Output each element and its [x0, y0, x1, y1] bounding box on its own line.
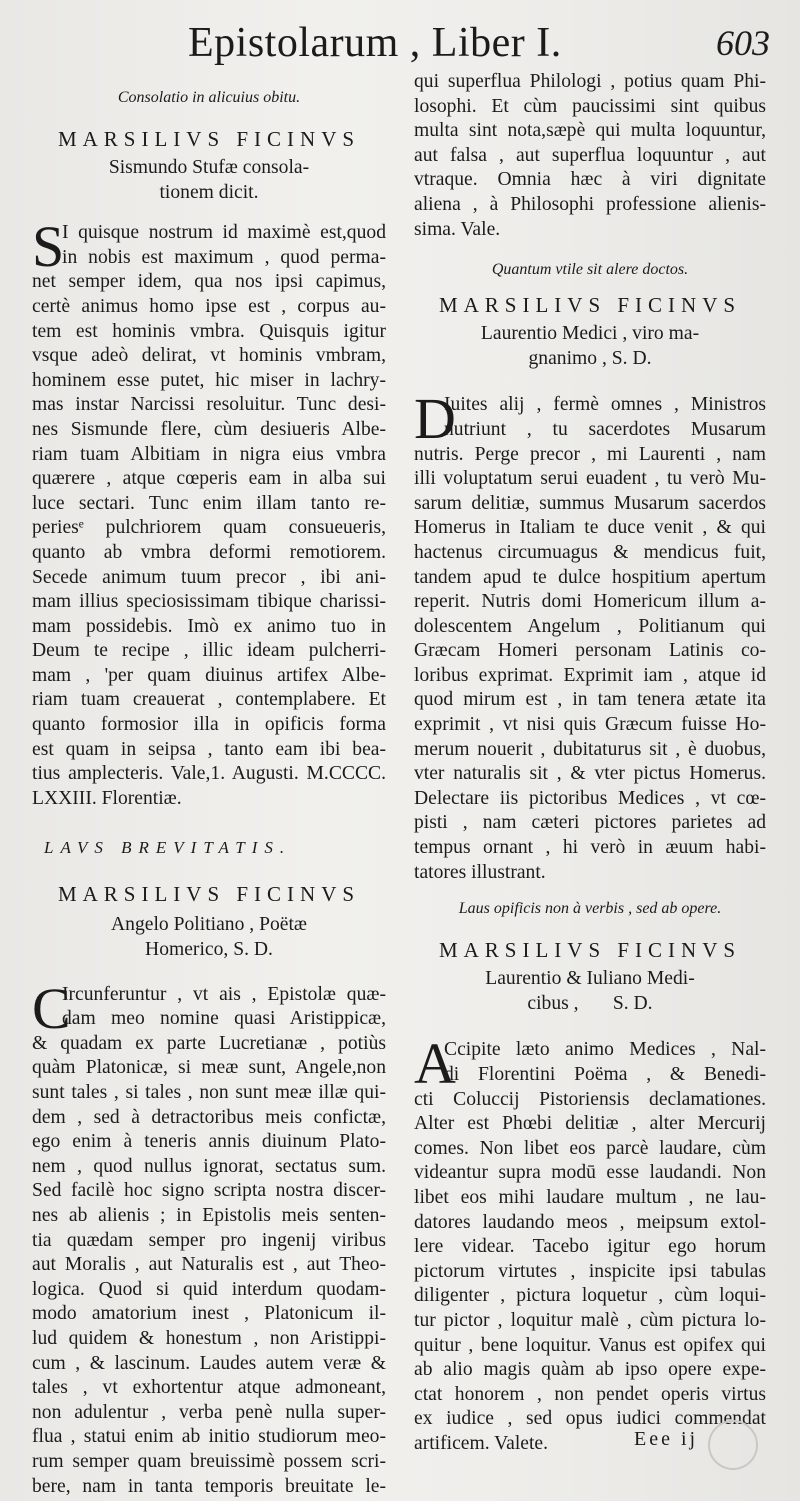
drop-cap: S — [32, 214, 65, 280]
text-line: nutris. Perge precor , mi Laurenti , nam — [414, 443, 766, 465]
text-line: cti Coluccij Pistoriensis declamationes. — [414, 1088, 766, 1110]
letter-salutation: Angelo Politiano , Poëtæ — [111, 914, 307, 936]
text-line: artificem. Valete. — [414, 1432, 549, 1454]
right-column — [414, 70, 766, 1457]
text-line: quærere , atque cœperis eam in alba sui — [32, 468, 386, 490]
text-line: Secede animum tuum precor , ibi ani- — [32, 566, 386, 588]
text-line: pictorum virtutes , inspicite ipsi tabulas — [414, 1260, 766, 1282]
text-line: & quadam ex parte Lucretianæ , potiùs — [32, 1032, 386, 1054]
letter-author: MARSILIVS FICINVS — [57, 127, 361, 151]
text-line: Iuites alij , fermè omnes , Ministros — [444, 394, 766, 416]
text-line: diligenter , pictura loquetur , cùm loqui- — [414, 1285, 766, 1307]
text-line: videantur supra modū esse laudandi. Non — [414, 1162, 766, 1184]
text-line: bere, nam in tanta temporis breuitate le- — [32, 1475, 386, 1497]
text-line: loribus exprimat. Exprimit iam , atque id — [414, 664, 766, 686]
letter-continuation — [414, 70, 766, 242]
text-line: tem est hominis vmbra. Quisquis igitur — [32, 320, 386, 342]
text-line: aut falsa , aut superflua loquuntur , aut — [414, 144, 766, 166]
text-line: sunt tales , si tales , non sunt meæ illæ qui- — [32, 1082, 386, 1103]
text-line: quod mirum est , in tam tenera ætate ita — [414, 689, 766, 711]
text-line: Delectare iis pictoribus Medices , vt cœ- — [414, 787, 766, 809]
signature-mark: Eee ij — [634, 1428, 699, 1450]
text-line: Homerus in Italiam te duce venit , & qui — [414, 517, 766, 539]
text-line: quàm Platonicæ, si meæ sunt, Angele,non — [32, 1057, 386, 1079]
text-line: mas instar Narcissi resoluitur. Tunc desi- — [32, 394, 386, 416]
text-line: logica. Quod si quid interdum quodam- — [32, 1278, 386, 1300]
letter-salutation: Laurentio Medici , viro ma- — [480, 323, 700, 345]
text-line: tales , vt exhortentur atque admoneant, — [32, 1377, 386, 1399]
text-line: Ircunferuntur , vt ais , Epistolæ quæ- — [62, 983, 386, 1005]
drop-cap: C — [32, 975, 71, 1041]
letter-salutation: Homerico, S. D. — [145, 939, 273, 961]
text-line: quanto ab vmbra deformi remotiorem. — [32, 541, 386, 563]
text-line: flua , statui enim ab initio studiorum meo- — [32, 1426, 386, 1448]
drop-cap: D — [414, 386, 456, 452]
text-line: qui superflua Philologi , potius quam Phi- — [414, 71, 766, 92]
text-line: ctat honorem , non pendet operis virtus — [414, 1383, 766, 1405]
text-line: tatores illustrant. — [414, 861, 546, 883]
text-line: tempus ornant , hi verò in æuum habi- — [414, 837, 766, 859]
text-line: mam , 'per quam diuinus artifex Albe- — [32, 664, 386, 686]
text-line: Ccipite læto animo Medices , Nal- — [444, 1039, 766, 1061]
letter-body — [32, 214, 386, 811]
text-line: tandem apud te dulce hospitium apertum — [414, 566, 766, 588]
text-line: non adulentur , verba penè nulla super- — [32, 1401, 386, 1423]
text-line: mam possidebis. Imò ex animo tuo in — [32, 615, 386, 637]
text-line: certè animus homo ipse est , corpus au- — [32, 295, 386, 317]
text-line: luce sectari. Tunc enim illam tanto re- — [32, 492, 386, 514]
text-line: nes ab alienis ; in Epistolis meis senten- — [32, 1204, 386, 1226]
text-line: nutriunt , tu sacerdotes Musarum — [444, 418, 766, 440]
letter-caption: Laus opificis non à verbis , sed ab opere. — [458, 900, 722, 918]
left-column — [32, 88, 386, 1499]
running-title: Epistolarum , Liber I. — [188, 20, 562, 66]
letter-salutation: gnanimo , S. D. — [528, 347, 652, 369]
text-line: quitur , bene loquitur. Vanus est opifex qui — [414, 1334, 766, 1356]
text-line: nem , quod nullus ignorat, sectatus sum. — [32, 1155, 386, 1177]
text-line: vtraque. Omnia hæc à viri dignitate — [414, 169, 766, 191]
text-line: Græcam Homeri personam Latinis co- — [414, 640, 766, 662]
text-line: tur pictor , loquitur malè , cùm pictura lo- — [414, 1309, 766, 1331]
text-line: ab alio magis quàm ab ipso opere expe- — [414, 1359, 766, 1381]
text-line: vsque adeò delirat, vt hominis vmbram, — [32, 345, 386, 367]
drop-cap: A — [414, 1031, 456, 1097]
text-line: multa sint nota,sæpè qui multa loquuntur, — [414, 120, 766, 142]
library-stamp-mark — [708, 1420, 758, 1470]
text-line: in nobis est maximum , quod perma- — [62, 246, 386, 268]
text-line: tia quædam semper pro ingenij viribus — [32, 1229, 386, 1251]
text-line: lud quidem & honestum , non Aristippi- — [32, 1327, 386, 1349]
text-line: lere videar. Tacebo igitur ego horum — [414, 1236, 766, 1258]
text-line: illi voluptatum serui euadent , tu verò Mu- — [414, 468, 766, 490]
text-line: nes Sismunde flere, cùm desiueris Albe- — [32, 418, 386, 440]
text-line: Deum te recipe , illic ideam pulcherri- — [32, 640, 386, 662]
text-line: vter naturalis sit , & vter pictus Homerus. — [414, 763, 766, 785]
page-number: 603 — [716, 23, 770, 63]
text-line: exprimit , vt nisi quis Græcum fuisse Ho- — [414, 714, 766, 736]
text-line: mam illius speciosissimam tibique charissi- — [32, 591, 386, 613]
text-line: reperit. Nutris domi Homericum illum a- — [414, 591, 766, 613]
text-line: sarum delitiæ, summus Musarum sacerdos — [414, 492, 766, 514]
letter-body — [414, 386, 766, 885]
letter-salutation: cibus , S. D. — [527, 992, 653, 1014]
text-line: aut Moralis , aut Naturalis est , aut Theo- — [32, 1254, 386, 1276]
text-line: est quam in seipsa , tanto eam ibi bea- — [32, 738, 386, 760]
text-line: LXXIII. Florentiæ. — [32, 787, 182, 809]
text-line: riam tuam Albitiam in nigra eius vmbra — [32, 443, 386, 465]
text-line: cum , & lascinum. Laudes autem veræ & — [32, 1352, 386, 1374]
text-line: datores laudando meos , meipsum extol- — [414, 1211, 766, 1233]
letter-body — [32, 975, 386, 1499]
text-line: pisti , nam cæteri pictores parietes ad — [414, 812, 766, 834]
letter-author: MARSILIVS FICINVS — [438, 293, 742, 318]
text-line: dem , sed à detractoribus meis confictæ, — [32, 1106, 386, 1128]
text-line: aliena , à Philosophi professione alienis- — [414, 193, 766, 215]
text-line: tius amplecteris. Vale,1. Augusti. M.CCCC. — [32, 763, 386, 785]
letter-author: MARSILIVS FICINVS — [57, 882, 361, 907]
text-line: modo amatorium inest , Platonicum il- — [32, 1303, 386, 1325]
letter-salutation: tionem dicit. — [159, 181, 259, 203]
text-line: Sed facilè hoc signo scripta nostra discer- — [32, 1180, 386, 1202]
text-line: dolescentem Angelum , Politianum qui — [414, 615, 766, 637]
text-line: comes. Non libet eos parcè laudare, cùm — [414, 1137, 766, 1159]
text-line: rum semper quam breuissimè possem scri- — [32, 1450, 386, 1472]
text-line: hominem esse putet, hic miser in lachry- — [32, 369, 386, 391]
text-line: net semper idem, qua nos ipsi capimus, — [32, 271, 386, 293]
text-line: ego enim à teneris annis diuinum Plato- — [32, 1131, 386, 1153]
text-line: periesᵉ pulchriorem quam consueueris, — [32, 517, 386, 539]
text-line: losophi. Et cùm paucissimi sint quibus — [414, 95, 766, 117]
text-line: Alter est Phœbi delitiæ , alter Mercurij — [414, 1113, 766, 1135]
text-line: libet eos mihi laudare multum , ne lau- — [414, 1186, 766, 1208]
letter-author: MARSILIVS FICINVS — [438, 938, 742, 963]
text-line: dam meo nomine quasi Aristippicæ, — [62, 1008, 386, 1030]
text-line: ex iudice , sed opus iudici commendat — [414, 1408, 766, 1430]
letter-caption: Consolatio in alicuius obitu. — [117, 89, 301, 106]
text-line: merum nouerit , dubitaturus sit , è duobus, — [414, 738, 766, 760]
text-line: riam tuam creauerat , contemplabere. Et — [32, 689, 386, 711]
letter-salutation: Laurentio & Iuliano Medi- — [485, 968, 695, 990]
letter-caption: Quantum vtile sit alere doctos. — [491, 261, 689, 279]
letter-salutation: Sismundo Stufæ consola- — [108, 157, 310, 178]
letter-caption: LAVS BREVITATIS. — [44, 838, 292, 858]
text-line: sima. Vale. — [414, 218, 501, 240]
text-line: I quisque nostrum id maximè est,quod — [62, 222, 386, 244]
text-line: hactenus circumuagus & mendicus fuit, — [414, 541, 766, 563]
text-line: di Florentini Poëma , & Benedi- — [444, 1064, 766, 1085]
letter-body — [414, 1031, 766, 1456]
running-head — [0, 14, 800, 74]
text-line: quanto formosior illa in opificis forma — [32, 714, 386, 736]
